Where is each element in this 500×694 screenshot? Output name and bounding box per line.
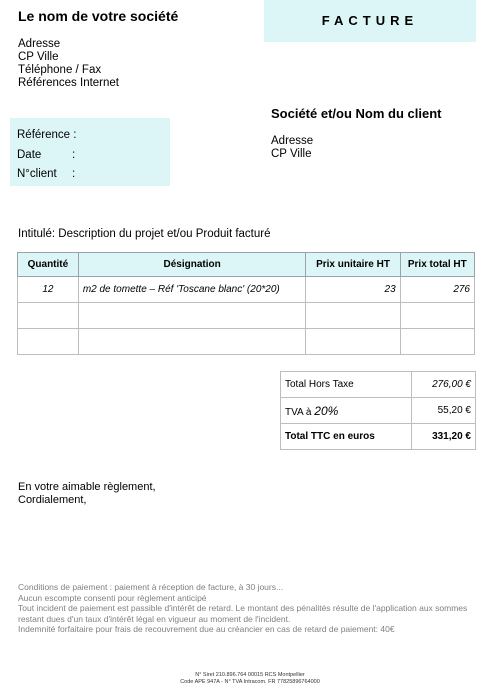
header-total-price: Prix total HT <box>400 253 474 277</box>
client-address-block <box>271 135 313 161</box>
conditions-discount: Aucun escompte consenti pour règlement anticipé <box>18 592 207 603</box>
header-quantity: Quantité <box>18 253 79 277</box>
cell-total-price: 276 <box>400 277 474 303</box>
conditions-terms: Conditions de paiement : paiement à réception de facture, à 30 jours... <box>18 582 284 592</box>
empty-cell <box>400 329 474 355</box>
items-header-row <box>18 253 475 277</box>
empty-cell <box>78 303 306 329</box>
client-city: CP Ville <box>271 148 312 160</box>
siret-line: N° Siret 210.896.764 00015 RCS Montpellier <box>195 672 305 678</box>
client-number-label: N°client <box>17 168 57 180</box>
invoice-description: Intitulé: Description du projet et/ou Produit facturé <box>18 228 271 240</box>
closing-signoff: Cordialement, <box>18 494 87 506</box>
invoice-title: FACTURE <box>321 13 419 28</box>
company-name: Le nom de votre société <box>18 8 179 24</box>
total-ttc-value: 331,20 € <box>412 424 476 450</box>
company-city: CP Ville <box>18 51 59 63</box>
empty-cell <box>78 329 306 355</box>
totals-table <box>280 371 476 450</box>
header-unit-price: Prix unitaire HT <box>306 253 400 277</box>
table-row-empty <box>18 303 475 329</box>
empty-cell <box>400 303 474 329</box>
header-designation: Désignation <box>78 253 306 277</box>
tva-label-cell <box>281 398 412 424</box>
total-ht-value: 276,00 € <box>412 372 476 398</box>
closing-block <box>18 481 156 507</box>
empty-cell <box>18 303 79 329</box>
company-address: Adresse <box>18 38 61 50</box>
empty-cell <box>306 329 400 355</box>
company-phone-fax: Téléphone / Fax <box>18 64 102 76</box>
client-name: Société et/ou Nom du client <box>271 106 442 121</box>
total-ttc-row <box>281 424 476 450</box>
total-ht-row <box>281 372 476 398</box>
empty-cell <box>306 303 400 329</box>
conditions-recovery-fee: Indemnité forfaitaire pour frais de recouvrement due au créancier en cas de retard de paiement: 40€ <box>18 624 395 634</box>
empty-cell <box>18 329 79 355</box>
invoice-title-box <box>264 0 476 42</box>
invoice-reference-box <box>10 118 170 186</box>
vat-line: Code APE 947A - N° TVA Intracom. FR 77825896764000 <box>180 679 320 685</box>
company-address-block <box>18 38 119 90</box>
date-label: Date <box>17 149 42 161</box>
client-address: Adresse <box>271 135 314 147</box>
total-ht-label: Total Hors Taxe <box>281 372 412 398</box>
company-web: Références Internet <box>18 77 120 89</box>
cell-designation: m2 de tomette – Réf 'Toscane blanc' (20*20) <box>78 277 306 303</box>
cell-quantity: 12 <box>18 277 79 303</box>
items-table <box>17 252 475 355</box>
conditions-late-interest: Tout incident de paiement est passible d'intérêt de retard. Le montant des pénalités résulte de l'application aux sommes restant dues d'un taux d'intérêt légal en vigueur au moment de l'incident. <box>18 603 468 624</box>
reference-label: Référence : <box>17 129 77 141</box>
cell-unit-price: 23 <box>306 277 400 303</box>
table-row-empty <box>18 329 475 355</box>
tva-row <box>281 398 476 424</box>
tva-rate: 20% <box>314 403 339 418</box>
legal-footer <box>0 672 500 686</box>
closing-line: En votre aimable règlement, <box>18 481 156 493</box>
date-colon: : <box>72 149 76 161</box>
total-ttc-label: Total TTC en euros <box>281 424 412 450</box>
tva-label: TVA à <box>285 406 312 418</box>
table-row <box>18 277 475 303</box>
payment-conditions <box>18 582 488 635</box>
tva-value: 55,20 € <box>412 398 476 424</box>
client-number-colon: : <box>72 168 76 180</box>
